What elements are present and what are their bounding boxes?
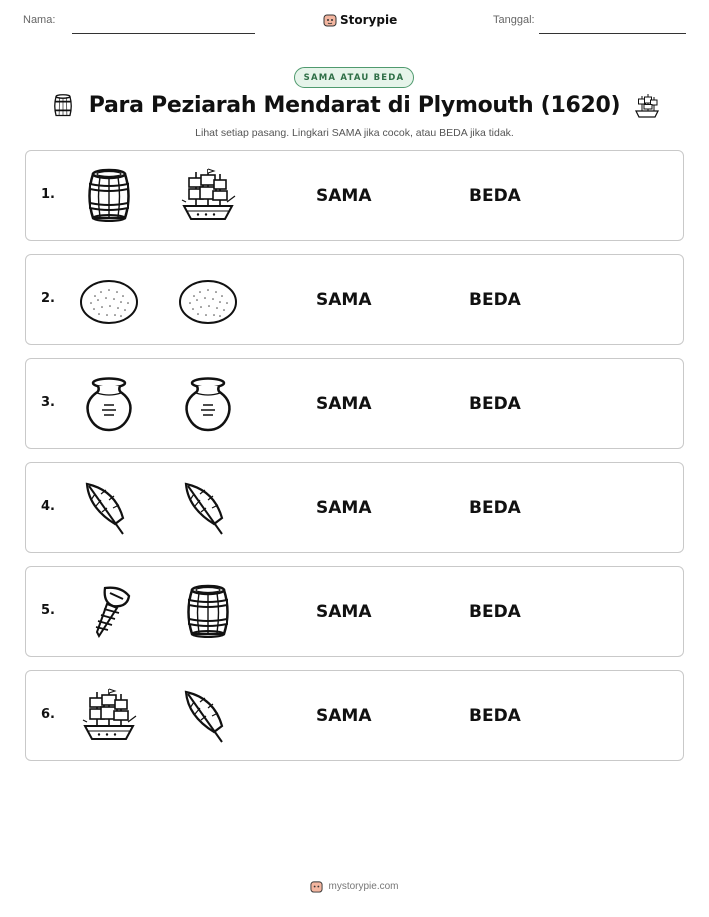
pot-icon (79, 374, 139, 434)
feather-icon (79, 478, 139, 538)
row-number: 2. (41, 291, 55, 306)
row-number: 5. (41, 603, 55, 618)
different-option[interactable]: BEDA (469, 186, 521, 206)
name-field[interactable] (72, 33, 255, 34)
same-option[interactable]: SAMA (316, 602, 372, 622)
comparison-row (25, 358, 684, 449)
comparison-row (25, 566, 684, 657)
same-option[interactable]: SAMA (316, 498, 372, 518)
storypie-mascot-icon (310, 880, 323, 893)
row-number: 6. (41, 707, 55, 722)
name-label: Nama: (23, 14, 56, 26)
page-title: Para Peziarah Mendarat di Plymouth (1620) (88, 93, 621, 118)
date-label: Tanggal: (493, 14, 535, 26)
instructions: Lihat setiap pasang. Lingkari SAMA jika cocok, atau BEDA jika tidak. (195, 127, 514, 139)
row-number: 4. (41, 499, 55, 514)
screw-icon (79, 582, 139, 642)
flatbread-icon (178, 270, 238, 330)
same-option[interactable]: SAMA (316, 706, 372, 726)
worksheet-type-badge: SAMA ATAU BEDA (294, 67, 414, 88)
barrel-icon (178, 582, 238, 642)
flatbread-icon (79, 270, 139, 330)
feather-icon (178, 686, 238, 746)
same-option[interactable]: SAMA (316, 186, 372, 206)
comparison-row (25, 670, 684, 761)
same-option[interactable]: SAMA (316, 290, 372, 310)
pot-icon (178, 374, 238, 434)
brand-logo (323, 13, 397, 27)
date-field[interactable] (539, 33, 686, 34)
different-option[interactable]: BEDA (469, 394, 521, 414)
different-option[interactable]: BEDA (469, 290, 521, 310)
row-number: 1. (41, 187, 55, 202)
ship-icon (79, 686, 139, 746)
comparison-row (25, 254, 684, 345)
storypie-mascot-icon (323, 13, 337, 27)
footer (0, 880, 709, 893)
ship-icon (178, 166, 238, 226)
different-option[interactable]: BEDA (469, 498, 521, 518)
different-option[interactable]: BEDA (469, 602, 521, 622)
same-option[interactable]: SAMA (316, 394, 372, 414)
barrel-icon (79, 166, 139, 226)
feather-icon (178, 478, 238, 538)
different-option[interactable]: BEDA (469, 706, 521, 726)
comparison-row (25, 150, 684, 241)
footer-site: mystorypie.com (328, 881, 399, 892)
comparison-row (25, 462, 684, 553)
title-ship-icon (632, 91, 662, 125)
brand-name: Storypie (340, 13, 398, 27)
row-number: 3. (41, 395, 55, 410)
